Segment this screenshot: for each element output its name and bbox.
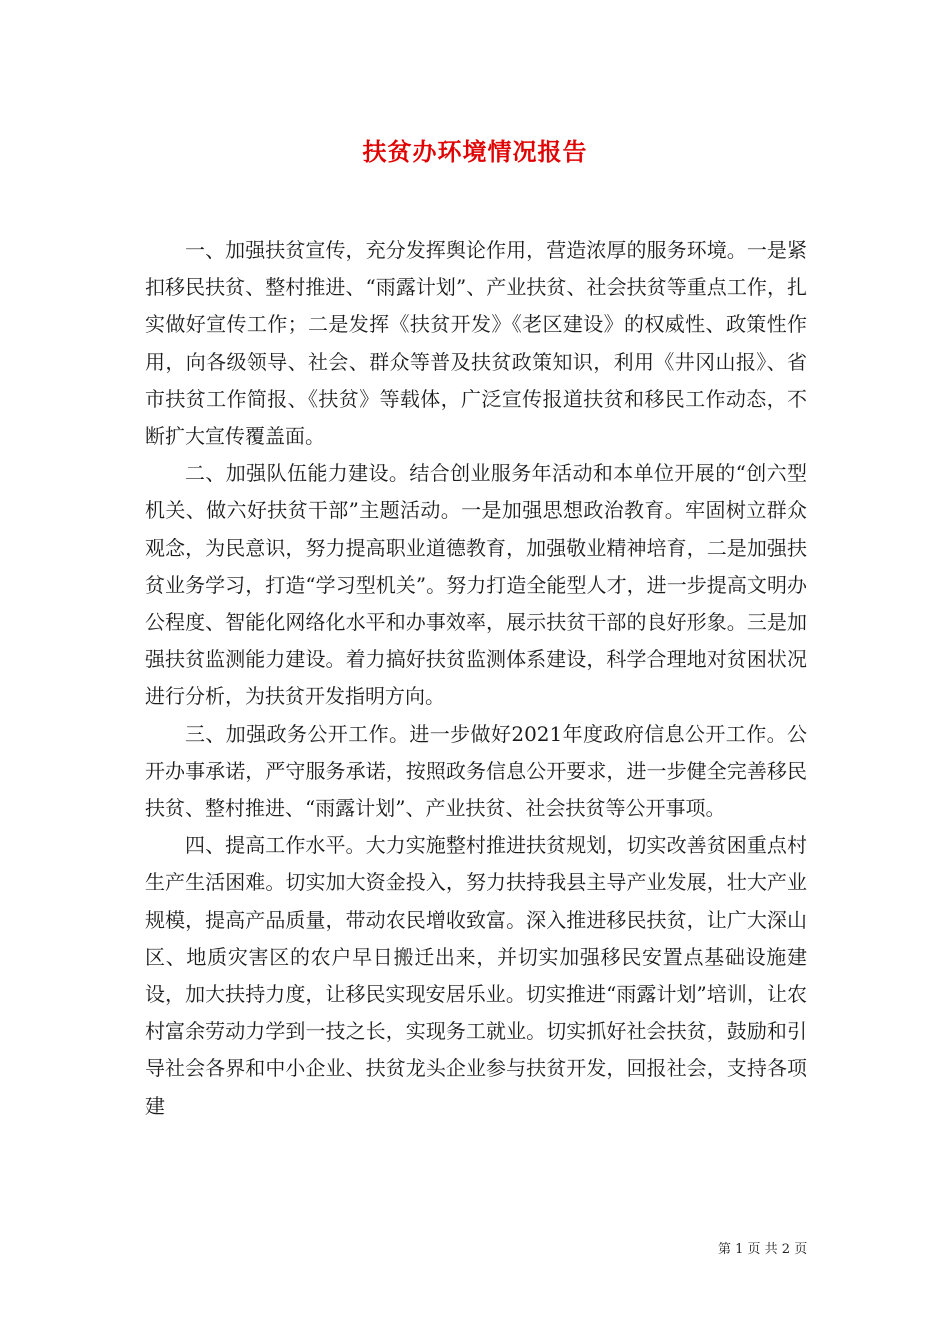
document-body xyxy=(145,232,807,1125)
paragraph-1: 一、加强扶贫宣传，充分发挥舆论作用，营造浓厚的服务环境。一是紧扣移民扶贫、整村推进、“雨露计划”、产业扶贫、社会扶贫等重点工作，扎实做好宣传工作；二是发挥《扶贫开发》《老区建设》的权威性、政策性作用，向各级领导、社会、群众等普及扶贫政策知识，利用《井冈山报》、省市扶贫工作简报、《扶贫》等载体，广泛宣传报道扶贫和移民工作动态，不断扩大宣传覆盖面。 xyxy=(145,238,807,449)
paragraph-3: 三、加强政务公开工作。进一步做好2021年度政府信息公开工作。公开办事承诺，严守服务承诺，按照政务信息公开要求，进一步健全完善移民扶贫、整村推进、“雨露计划”、产业扶贫、社会扶贫等公开事项。 xyxy=(145,721,807,821)
paragraph-2: 二、加强队伍能力建设。结合创业服务年活动和本单位开展的“创六型机关、做六好扶贫干部”主题活动。一是加强思想政治教育。牢固树立群众观念，为民意识，努力提高职业道德教育，加强敬业精神培育，二是加强扶贫业务学习，打造“学习型机关”。努力打造全能型人才，进一步提高文明办公程度、智能化网络化水平和办事效率，展示扶贫干部的良好形象。三是加强扶贫监测能力建设。着力搞好扶贫监测体系建设，科学合理地对贫困状况进行分析，为扶贫开发指明方向。 xyxy=(145,461,807,709)
page-number: 第 1 页 共 2 页 xyxy=(718,1242,808,1257)
paragraph-4: 四、提高工作水平。大力实施整村推进扶贫规划，切实改善贫困重点村生产生活困难。切实加大资金投入，努力扶持我县主导产业发展，壮大产业规模，提高产品质量，带动农民增收致富。深入推进移民扶贫，让广大深山区、地质灾害区的农户早日搬迁出来，并切实加强移民安置点基础设施建设，加大扶持力度，让移民实现安居乐业。切实推进“雨露计划”培训，让农村富余劳动力学到一技之长，实现务工就业。切实抓好社会扶贫，鼓励和引导社会各界和中小企业、扶贫龙头企业参与扶贫开发，回报社会，支持各项建 xyxy=(145,833,807,1118)
document-title: 扶贫办环境情况报告 xyxy=(362,137,588,166)
